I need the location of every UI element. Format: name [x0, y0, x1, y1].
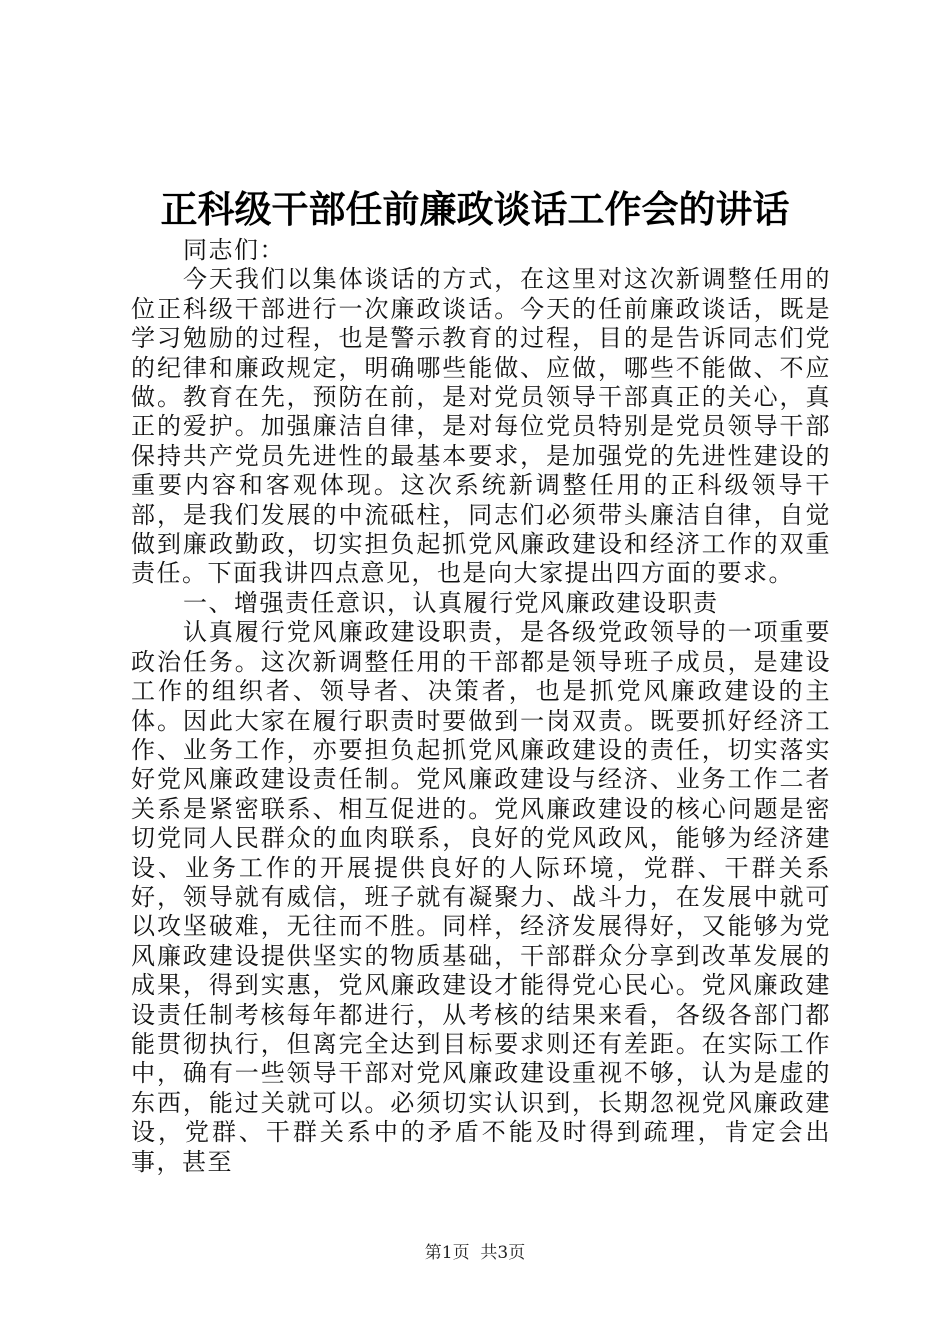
- document-title: 正科级干部任前廉政谈话工作会的讲话: [160, 187, 790, 231]
- page-footer: [0, 1242, 950, 1264]
- document-body: [131, 236, 831, 1177]
- section-heading: 一、增强责任意识，认真履行党风廉政建设职责: [183, 588, 719, 617]
- body-paragraph: 认真履行党风廉政建设职责，是各级党政领导的一项重要政治任务。这次新调整任用的干部都是领导班子成员，是建设工作的组织者、领导者、决策者，也是抓党风廉政建设的主体。因此大家在履行职责时要做到一岗双责。既要抓好经济工作、业务工作，亦要担负起抓党风廉政建设的责任，切实落实好党风廉政建设责任制。党风廉政建设与经济、业务工作二者关系是紧密联系、相互促进的。党风廉政建设的核心问题是密切党同人民群众的血肉联系，良好的党风政风，能够为经济建设、业务工作的开展提供良好的人际环境，党群、干群关系好，领导就有威信，班子就有凝聚力、战斗力，在发展中就可以攻坚破难，无往而不胜。同样，经济发展得好，又能够为党风廉政建设提供坚实的物质基础，干部群众分享到改革发展的成果，得到实惠，党风廉政建设才能得党心民心。党风廉政建设责任制考核每年都进行，从考核的结果来看，各级各部门都能贯彻执行，但离完全达到目标要求则还有差距。在实际工作中，确有一些领导干部对党风廉政建设重视不够，认为是虚的东西，能过关就可以。必须切实认识到，长期忽视党风廉政建设，党群、干群关系中的矛盾不能及时得到疏理，肯定会出事，甚至: [131, 618, 831, 1176]
- body-paragraph: 今天我们以集体谈话的方式，在这里对这次新调整任用的位正科级干部进行一次廉政谈话。今天的任前廉政谈话，既是学习勉励的过程，也是警示教育的过程，目的是告诉同志们党的纪律和廉政规定，明确哪些能做、应做，哪些不能做、不应做。教育在先，预防在前，是对党员领导干部真正的关心，真正的爱护。加强廉洁自律，是对每位党员特别是党员领导干部保持共产党员先进性的最基本要求，是加强党的先进性建设的重要内容和客观体现。这次系统新调整任用的正科级领导干部，是我们发展的中流砥柱，同志们必须带头廉洁自律，自觉做到廉政勤政，切实担负起抓党风廉政建设和经济工作的双重责任。下面我讲四点意见，也是向大家提出四方面的要求。: [131, 265, 831, 588]
- page-number: 第1页: [424, 1243, 470, 1263]
- salutation: 同志们：: [183, 236, 285, 264]
- page-total: 共3页: [480, 1243, 526, 1263]
